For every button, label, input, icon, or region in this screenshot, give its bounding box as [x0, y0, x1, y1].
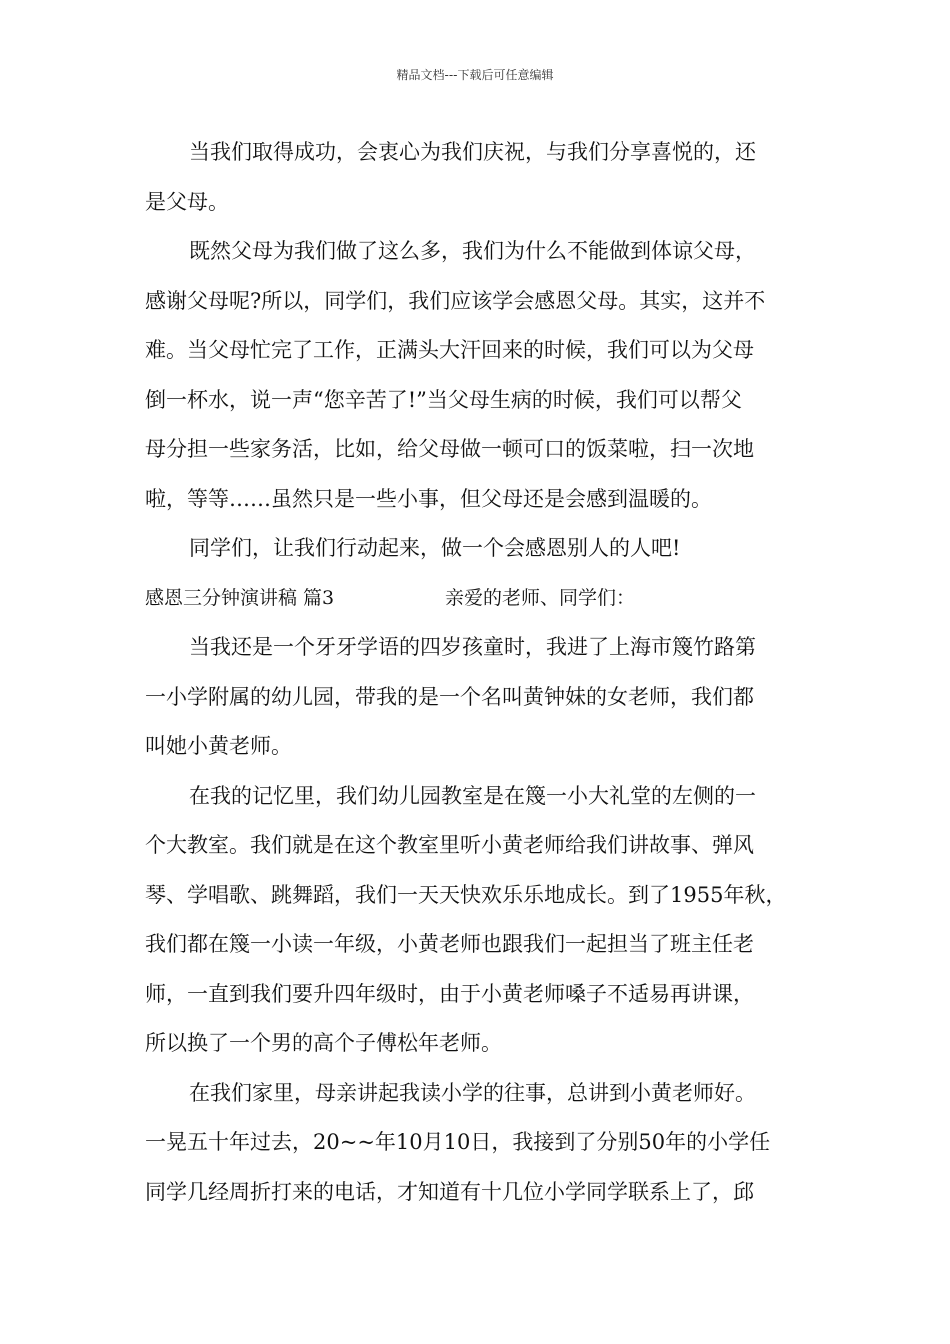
text-line: 我们都在篾一小读一年级，小黄老师也跟我们一起担当了班主任老 [145, 932, 754, 956]
text-line: 是父母。 [145, 189, 229, 214]
text-line: 母分担一些家务活，比如，给父母做一顿可口的饭菜啦，扫一次地 [145, 437, 754, 461]
text-line: 难。当父母忙完了工作，正满头大汗回来的时候，我们可以为父母 [145, 338, 754, 362]
text-line: 个大教室。我们就是在这个教室里听小黄老师给我们讲故事、弹风 [145, 833, 754, 857]
text-line: 倒一杯水，说一声“您辛苦了!”当父母生病的时候，我们可以帮父 [145, 387, 742, 412]
text-line: 啦，等等……虽然只是一些小事，但父母还是会感到温暖的。 [145, 486, 712, 511]
paragraph-2 [145, 227, 810, 524]
text-line: 师，一直到我们要升四年级时，由于小黄老师嗓子不适易再讲课， [145, 981, 754, 1006]
text-line: 感谢父母呢?所以，同学们，我们应该学会感恩父母。其实，这并不 [145, 288, 766, 313]
paragraph-5 [145, 772, 810, 1069]
text-line: 所以换了一个男的高个子傅松年老师。 [145, 1031, 502, 1055]
text-line: 一小学附属的幼儿园，带我的是一个名叫黄钟妹的女老师，我们都 [145, 684, 754, 709]
paragraph-3 [145, 524, 810, 574]
text-line: 在我的记忆里，我们幼儿园教室是在篾一小大礼堂的左侧的一 [189, 783, 756, 808]
section-title: 感恩三分钟演讲稿 篇3 [145, 586, 335, 609]
text-line: 在我们家里，母亲讲起我读小学的往事，总讲到小黄老师好。 [189, 1080, 756, 1105]
document-body [145, 128, 810, 1217]
text-line: 既然父母为我们做了这么多，我们为什么不能做到体谅父母， [189, 239, 756, 263]
text-line: 当我还是一个牙牙学语的四岁孩童时，我进了上海市篾竹路第 [189, 635, 756, 659]
text-line: 同学几经周折打来的电话，才知道有十几位小学同学联系上了，邱 [145, 1179, 754, 1204]
paragraph-6 [145, 1069, 810, 1218]
paragraph-4 [145, 623, 810, 772]
text-line: 当我们取得成功，会衷心为我们庆祝，与我们分享喜悦的，还 [189, 140, 756, 164]
section-heading [145, 574, 810, 624]
text-line: 叫她小黄老师。 [145, 734, 292, 758]
section-greeting: 亲爱的老师、同学们： [445, 586, 636, 609]
text-line: 琴、学唱歌、跳舞蹈，我们一天天快欢乐乐地成长。到了1955年秋， [145, 882, 787, 907]
paragraph-1 [145, 128, 810, 227]
page-header: 精品文档---下载后可任意编辑 [396, 68, 554, 82]
text-line: 一晃五十年过去，20~~年10月10日，我接到了分别50年的小学任 [145, 1130, 771, 1154]
text-line: 同学们，让我们行动起来，做一个会感恩别人的人吧! [189, 536, 681, 560]
